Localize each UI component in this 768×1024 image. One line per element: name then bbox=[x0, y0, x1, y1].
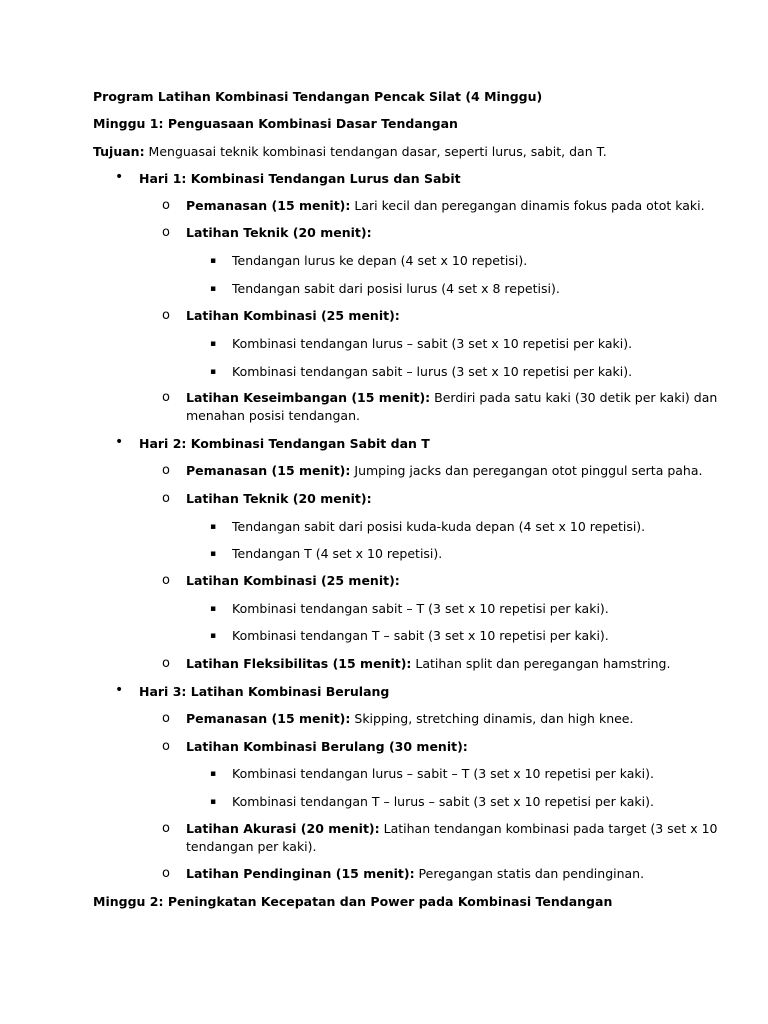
list-item: Kombinasi tendangan lurus – sabit – T (3 set x 10 repetisi per kaki). bbox=[232, 766, 654, 781]
square-marker: ▪ bbox=[210, 367, 217, 377]
circle-marker: o bbox=[162, 573, 170, 588]
day3-cooldown bbox=[186, 865, 644, 882]
day3-accuracy-continued: tendangan per kaki). bbox=[186, 839, 317, 854]
balance-text: Berdiri pada satu kaki (30 detik per kaki) dan bbox=[430, 390, 718, 405]
week1-heading: Minggu 1: Penguasaan Kombinasi Dasar Tendangan bbox=[93, 116, 458, 131]
square-marker: ▪ bbox=[210, 339, 217, 349]
circle-marker: o bbox=[162, 739, 170, 754]
list-item: Tendangan sabit dari posisi kuda-kuda depan (4 set x 10 repetisi). bbox=[232, 519, 646, 534]
circle-marker: o bbox=[162, 198, 170, 213]
day1-warmup bbox=[186, 197, 705, 214]
square-marker: ▪ bbox=[210, 797, 217, 807]
day3-combo-label: Latihan Kombinasi Berulang (30 menit): bbox=[186, 739, 468, 754]
list-item: Kombinasi tendangan lurus – sabit (3 set x 10 repetisi per kaki). bbox=[232, 336, 633, 351]
warmup-text: Skipping, stretching dinamis, dan high knee. bbox=[350, 711, 634, 726]
list-item: Kombinasi tendangan T – sabit (3 set x 10 repetisi per kaki). bbox=[232, 628, 609, 643]
day1-technique-label: Latihan Teknik (20 menit): bbox=[186, 225, 372, 240]
square-marker: ▪ bbox=[210, 284, 217, 294]
day2-title: Hari 2: Kombinasi Tendangan Sabit dan T bbox=[139, 436, 430, 451]
circle-marker: o bbox=[162, 308, 170, 323]
day1-title: Hari 1: Kombinasi Tendangan Lurus dan Sabit bbox=[139, 171, 461, 186]
week1-goal bbox=[93, 143, 607, 160]
bullet-marker: • bbox=[115, 169, 124, 185]
warmup-text: Lari kecil dan peregangan dinamis fokus pada otot kaki. bbox=[350, 198, 705, 213]
list-item: Kombinasi tendangan T – lurus – sabit (3 set x 10 repetisi per kaki). bbox=[232, 794, 654, 809]
warmup-label: Pemanasan (15 menit): bbox=[186, 711, 351, 726]
accuracy-text: Latihan tendangan kombinasi pada target (3 set x 10 bbox=[379, 821, 718, 836]
circle-marker: o bbox=[162, 463, 170, 478]
list-item: Tendangan T (4 set x 10 repetisi). bbox=[232, 546, 443, 561]
day2-flexibility bbox=[186, 655, 670, 672]
list-item: Kombinasi tendangan sabit – T (3 set x 10 repetisi per kaki). bbox=[232, 601, 609, 616]
square-marker: ▪ bbox=[210, 604, 217, 614]
flex-text: Latihan split dan peregangan hamstring. bbox=[411, 656, 671, 671]
circle-marker: o bbox=[162, 821, 170, 836]
balance-label: Latihan Keseimbangan (15 menit): bbox=[186, 390, 431, 405]
circle-marker: o bbox=[162, 225, 170, 240]
flex-label: Latihan Fleksibilitas (15 menit): bbox=[186, 656, 412, 671]
list-item: Tendangan lurus ke depan (4 set x 10 repetisi). bbox=[232, 253, 528, 268]
square-marker: ▪ bbox=[210, 549, 217, 559]
bullet-marker: • bbox=[115, 682, 124, 698]
cooldown-text: Peregangan statis dan pendinginan. bbox=[414, 866, 645, 881]
list-item: Tendangan sabit dari posisi lurus (4 set x 8 repetisi). bbox=[232, 281, 560, 296]
warmup-label: Pemanasan (15 menit): bbox=[186, 198, 351, 213]
warmup-label: Pemanasan (15 menit): bbox=[186, 463, 351, 478]
bullet-marker: • bbox=[115, 434, 124, 450]
circle-marker: o bbox=[162, 711, 170, 726]
square-marker: ▪ bbox=[210, 522, 217, 532]
day3-warmup bbox=[186, 710, 633, 727]
circle-marker: o bbox=[162, 656, 170, 671]
day3-title: Hari 3: Latihan Kombinasi Berulang bbox=[139, 684, 390, 699]
square-marker: ▪ bbox=[210, 631, 217, 641]
document-title: Program Latihan Kombinasi Tendangan Pencak Silat (4 Minggu) bbox=[93, 89, 543, 104]
accuracy-label: Latihan Akurasi (20 menit): bbox=[186, 821, 380, 836]
warmup-text: Jumping jacks dan peregangan otot pinggul serta paha. bbox=[350, 463, 703, 478]
circle-marker: o bbox=[162, 866, 170, 881]
circle-marker: o bbox=[162, 390, 170, 405]
day3-accuracy bbox=[186, 820, 717, 837]
square-marker: ▪ bbox=[210, 769, 217, 779]
day2-warmup bbox=[186, 462, 702, 479]
list-item: Kombinasi tendangan sabit – lurus (3 set x 10 repetisi per kaki). bbox=[232, 364, 633, 379]
circle-marker: o bbox=[162, 491, 170, 506]
day2-technique-label: Latihan Teknik (20 menit): bbox=[186, 491, 372, 506]
day1-combo-label: Latihan Kombinasi (25 menit): bbox=[186, 308, 400, 323]
square-marker: ▪ bbox=[210, 256, 217, 266]
day2-combo-label: Latihan Kombinasi (25 menit): bbox=[186, 573, 400, 588]
week2-heading: Minggu 2: Peningkatan Kecepatan dan Power pada Kombinasi Tendangan bbox=[93, 894, 613, 909]
goal-text: Menguasai teknik kombinasi tendangan dasar, seperti lurus, sabit, dan T. bbox=[144, 144, 607, 159]
cooldown-label: Latihan Pendinginan (15 menit): bbox=[186, 866, 415, 881]
day1-balance-continued: menahan posisi tendangan. bbox=[186, 408, 360, 423]
day1-balance bbox=[186, 389, 717, 406]
goal-label: Tujuan: bbox=[93, 144, 145, 159]
